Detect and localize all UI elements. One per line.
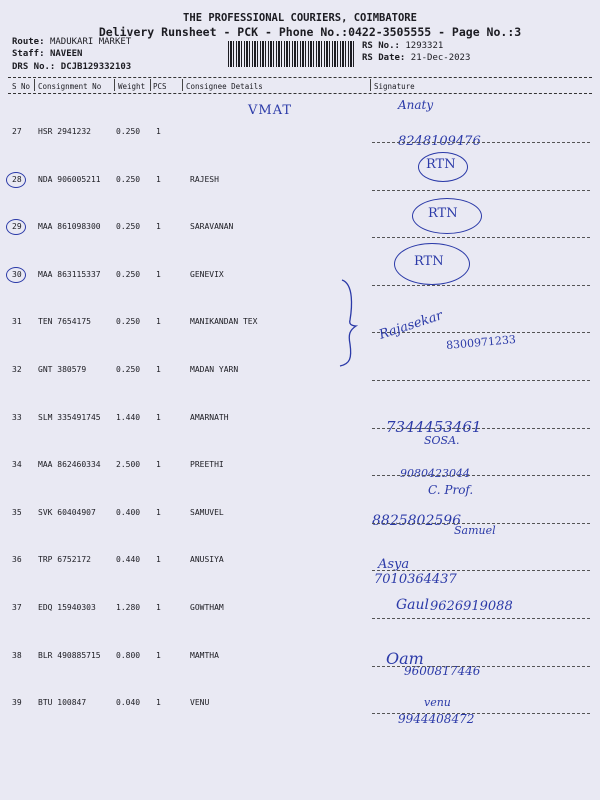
cell-consignment: GNT 380579 <box>38 365 87 374</box>
header-rule-bottom <box>8 93 592 94</box>
row-number-circle <box>6 219 26 235</box>
route-value: MADUKARI MARKET <box>49 37 132 47</box>
cell-weight: 0.440 <box>116 555 141 565</box>
handwritten-phone: 8248109476 <box>398 134 481 149</box>
cell-consignee: RAJESH <box>190 174 219 184</box>
barcode <box>228 41 356 67</box>
cell-consignee: VENU <box>190 698 210 708</box>
col-consignee: Consignee Details <box>186 82 263 91</box>
cell-weight: 0.250 <box>116 269 141 279</box>
cell-consignee: MANIKANDAN TEX <box>190 317 258 327</box>
cell-consignment: TEN 7654175 <box>38 317 91 327</box>
cell-consignment: BLR 490885715 <box>38 650 101 660</box>
company-name: THE PROFESSIONAL COURIERS, COIMBATORE <box>183 12 417 24</box>
signature-line <box>372 666 590 667</box>
rs-no-field <box>362 41 443 51</box>
col-divider <box>370 79 371 91</box>
signature-line <box>372 618 590 619</box>
handwritten-signature: 9080423044 <box>400 467 470 481</box>
cell-pcs: 1 <box>156 698 161 708</box>
handwritten-signature: Oam <box>386 648 424 668</box>
cell-consignee: ANUSIYA <box>190 555 224 565</box>
header-rule-top <box>8 77 592 78</box>
col-divider <box>150 79 151 91</box>
group-phone: 8300971233 <box>445 332 517 353</box>
signature-line <box>372 523 590 524</box>
cell-consignment: MAA 863115337 <box>38 269 101 279</box>
cell-consignment: EDQ 15940303 <box>38 603 96 612</box>
cell-consignment: SLM 335491745 <box>38 412 101 422</box>
staff-value: NAVEEN <box>49 49 83 59</box>
rs-date-value: 21-Dec-2023 <box>410 53 471 63</box>
row-number-circle <box>6 172 26 188</box>
signature-line <box>372 237 590 238</box>
handwritten-phone: C. Prof. <box>428 483 474 498</box>
cell-consignment: TRP 6752172 <box>38 555 91 565</box>
col-divider <box>182 79 183 91</box>
cell-pcs: 1 <box>156 603 161 612</box>
cell-consignment: BTU 100847 <box>38 698 87 708</box>
cell-pcs: 1 <box>156 127 161 136</box>
col-divider <box>34 79 35 91</box>
handwritten-phone: Samuel <box>454 523 496 537</box>
signature-line <box>372 475 590 476</box>
cell-sno: 27 <box>12 127 22 136</box>
handwritten-note: VMAT <box>248 103 293 118</box>
signature-line <box>372 380 590 381</box>
runsheet-subtitle: Delivery Runsheet - PCK - Phone No.:0422-3505555 - Page No.:3 <box>98 25 522 39</box>
cell-consignment: NDA 906005211 <box>38 174 101 184</box>
cell-weight: 0.400 <box>116 507 141 517</box>
cell-pcs: 1 <box>156 460 161 470</box>
cell-pcs: 1 <box>156 222 161 232</box>
handwritten-phone: 9600817446 <box>404 663 481 678</box>
staff-field <box>12 49 82 59</box>
cell-weight: 2.500 <box>116 460 141 470</box>
handwritten-phone: SOSA. <box>424 433 460 447</box>
handwritten-signature: Anaty <box>398 98 434 112</box>
handwritten-signature: 7344453461 <box>386 417 482 436</box>
route-field <box>12 37 131 47</box>
cell-sno: 33 <box>12 412 22 422</box>
handwritten-phone: 7010364437 <box>374 572 457 588</box>
cell-weight: 0.040 <box>116 698 141 708</box>
col-signature: Signature <box>374 82 415 91</box>
cell-weight: 0.250 <box>116 222 141 232</box>
cell-consignee: AMARNATH <box>190 412 229 422</box>
route-label: Route: <box>12 37 45 47</box>
col-weight: Weight <box>118 82 146 91</box>
rs-date-field <box>362 53 470 63</box>
cell-sno: 30 <box>12 269 22 279</box>
handwritten-phone: 9944408472 <box>398 712 475 727</box>
cell-consignee: MAMTHA <box>190 650 219 660</box>
signature-line <box>372 285 590 286</box>
grouping-brace <box>338 278 362 368</box>
row-number-circle <box>6 267 26 283</box>
rs-no-value: 1293321 <box>405 41 444 51</box>
signature-line <box>372 570 590 571</box>
handwritten-phone: 9626919088 <box>430 599 513 614</box>
handwritten-signature: Asya <box>378 557 410 573</box>
cell-weight: 0.250 <box>116 365 141 374</box>
cell-consignee: PREETHI <box>190 460 224 470</box>
cell-sno: 37 <box>12 603 22 612</box>
cell-pcs: 1 <box>156 174 161 184</box>
cell-weight: 1.280 <box>116 603 141 612</box>
cell-consignee: SAMUVEL <box>190 507 224 517</box>
cell-weight: 0.250 <box>116 317 141 327</box>
rtn-mark: RTN <box>426 157 456 172</box>
cell-weight: 0.250 <box>116 174 141 184</box>
rtn-mark: RTN <box>428 206 458 221</box>
handwritten-signature: 8825802596 <box>372 512 462 529</box>
cell-pcs: 1 <box>156 365 161 374</box>
cell-consignment: MAA 861098300 <box>38 222 101 232</box>
drs-field <box>12 62 131 72</box>
cell-sno: 39 <box>12 698 22 708</box>
cell-sno: 34 <box>12 460 22 470</box>
cell-sno: 28 <box>12 174 22 184</box>
cell-consignee: GENEVIX <box>190 269 224 279</box>
drs-value: DCJB129332103 <box>60 62 132 72</box>
cell-pcs: 1 <box>156 650 161 660</box>
cell-consignment: SVK 60404907 <box>38 507 96 517</box>
cell-consignment: MAA 862460334 <box>38 460 101 470</box>
cell-sno: 32 <box>12 365 22 374</box>
cell-pcs: 1 <box>156 269 161 279</box>
col-sno: S No <box>12 82 31 91</box>
rs-no-label: RS No.: <box>362 41 400 51</box>
cell-consignment: HSR 2941232 <box>38 127 91 136</box>
cell-consignee: GOWTHAM <box>190 603 224 612</box>
cell-pcs: 1 <box>156 412 161 422</box>
handwritten-signature: venu <box>424 696 451 710</box>
handwritten-signature: Gaul <box>396 597 430 613</box>
cell-weight: 1.440 <box>116 412 141 422</box>
cell-consignee: SARAVANAN <box>190 222 234 232</box>
cell-sno: 29 <box>12 222 22 232</box>
col-divider <box>114 79 115 91</box>
cell-sno: 36 <box>12 555 22 565</box>
cell-pcs: 1 <box>156 555 161 565</box>
cell-pcs: 1 <box>156 507 161 517</box>
cell-sno: 31 <box>12 317 22 327</box>
group-signature: Rajasekar <box>377 308 445 343</box>
cell-weight: 0.250 <box>116 127 141 136</box>
drs-label: DRS No.: <box>12 62 56 72</box>
cell-sno: 35 <box>12 507 22 517</box>
signature-line <box>372 428 590 429</box>
col-consignment: Consignment No <box>38 82 102 91</box>
signature-line <box>372 142 590 143</box>
cell-pcs: 1 <box>156 317 161 327</box>
signature-line <box>372 713 590 714</box>
rs-date-label: RS Date: <box>362 53 406 63</box>
col-pcs: PCS <box>153 82 167 91</box>
cell-consignee: MADAN YARN <box>190 365 239 374</box>
cell-weight: 0.800 <box>116 650 141 660</box>
signature-line <box>372 190 590 191</box>
staff-label: Staff: <box>12 49 45 59</box>
cell-sno: 38 <box>12 650 22 660</box>
rtn-mark: RTN <box>414 254 444 269</box>
